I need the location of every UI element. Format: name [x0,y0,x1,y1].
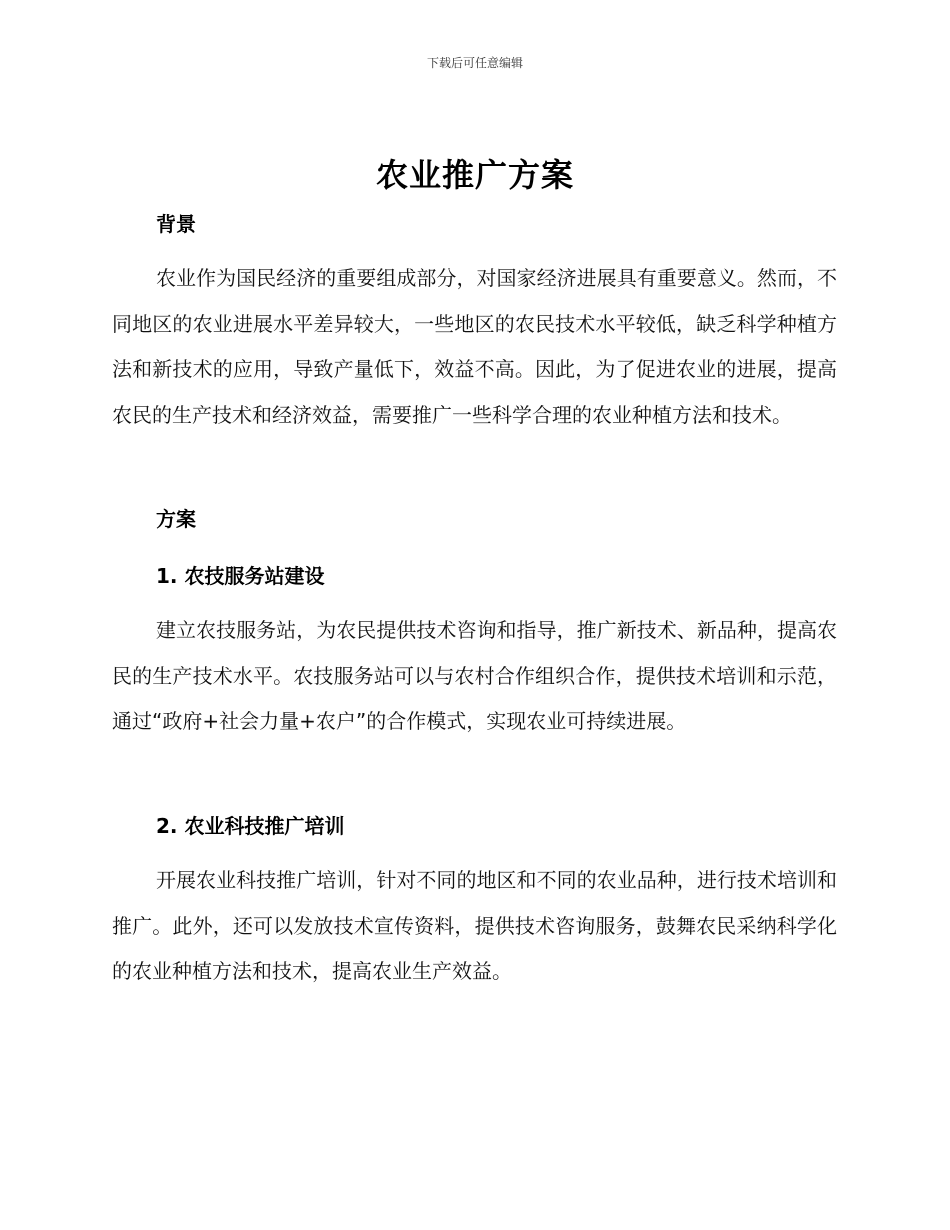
background-paragraph: 农业作为国民经济的重要组成部分，对国家经济进展具有重要意义。然而，不同地区的农业进展水平差异较大，一些地区的农民技术水平较低，缺乏科学种植方法和新技术的应用，导致产量低下，效益不高。因此，为了促进农业的进展，提高农民的生产技术和经济效益，需要推广一些科学合理的农业种植方法和技术。 [112,266,837,427]
item1-paragraph: 建立农技服务站，为农民提供技术咨询和指导，推广新技术、新品种，提高农民的生产技术水平。农技服务站可以与农村合作组织合作，提供技术培训和示范，通过“政府+社会力量+农户”的合作模式，实现农业可持续进展。 [112,618,837,733]
plan-heading: 方案 [156,507,196,531]
document-title: 农业推广方案 [375,156,574,194]
item1-heading: 1. 农技服务站建设 [156,564,325,588]
header-note: 下载后可任意编辑 [426,56,523,70]
background-heading: 背景 [156,212,196,236]
item2-heading: 2. 农业科技推广培训 [156,814,345,838]
item2-paragraph: 开展农业科技推广培训，针对不同的地区和不同的农业品种，进行技术培训和推广。此外，还可以发放技术宣传资料，提供技术咨询服务，鼓舞农民采纳科学化的农业种植方法和技术，提高农业生产效益。 [112,868,837,983]
